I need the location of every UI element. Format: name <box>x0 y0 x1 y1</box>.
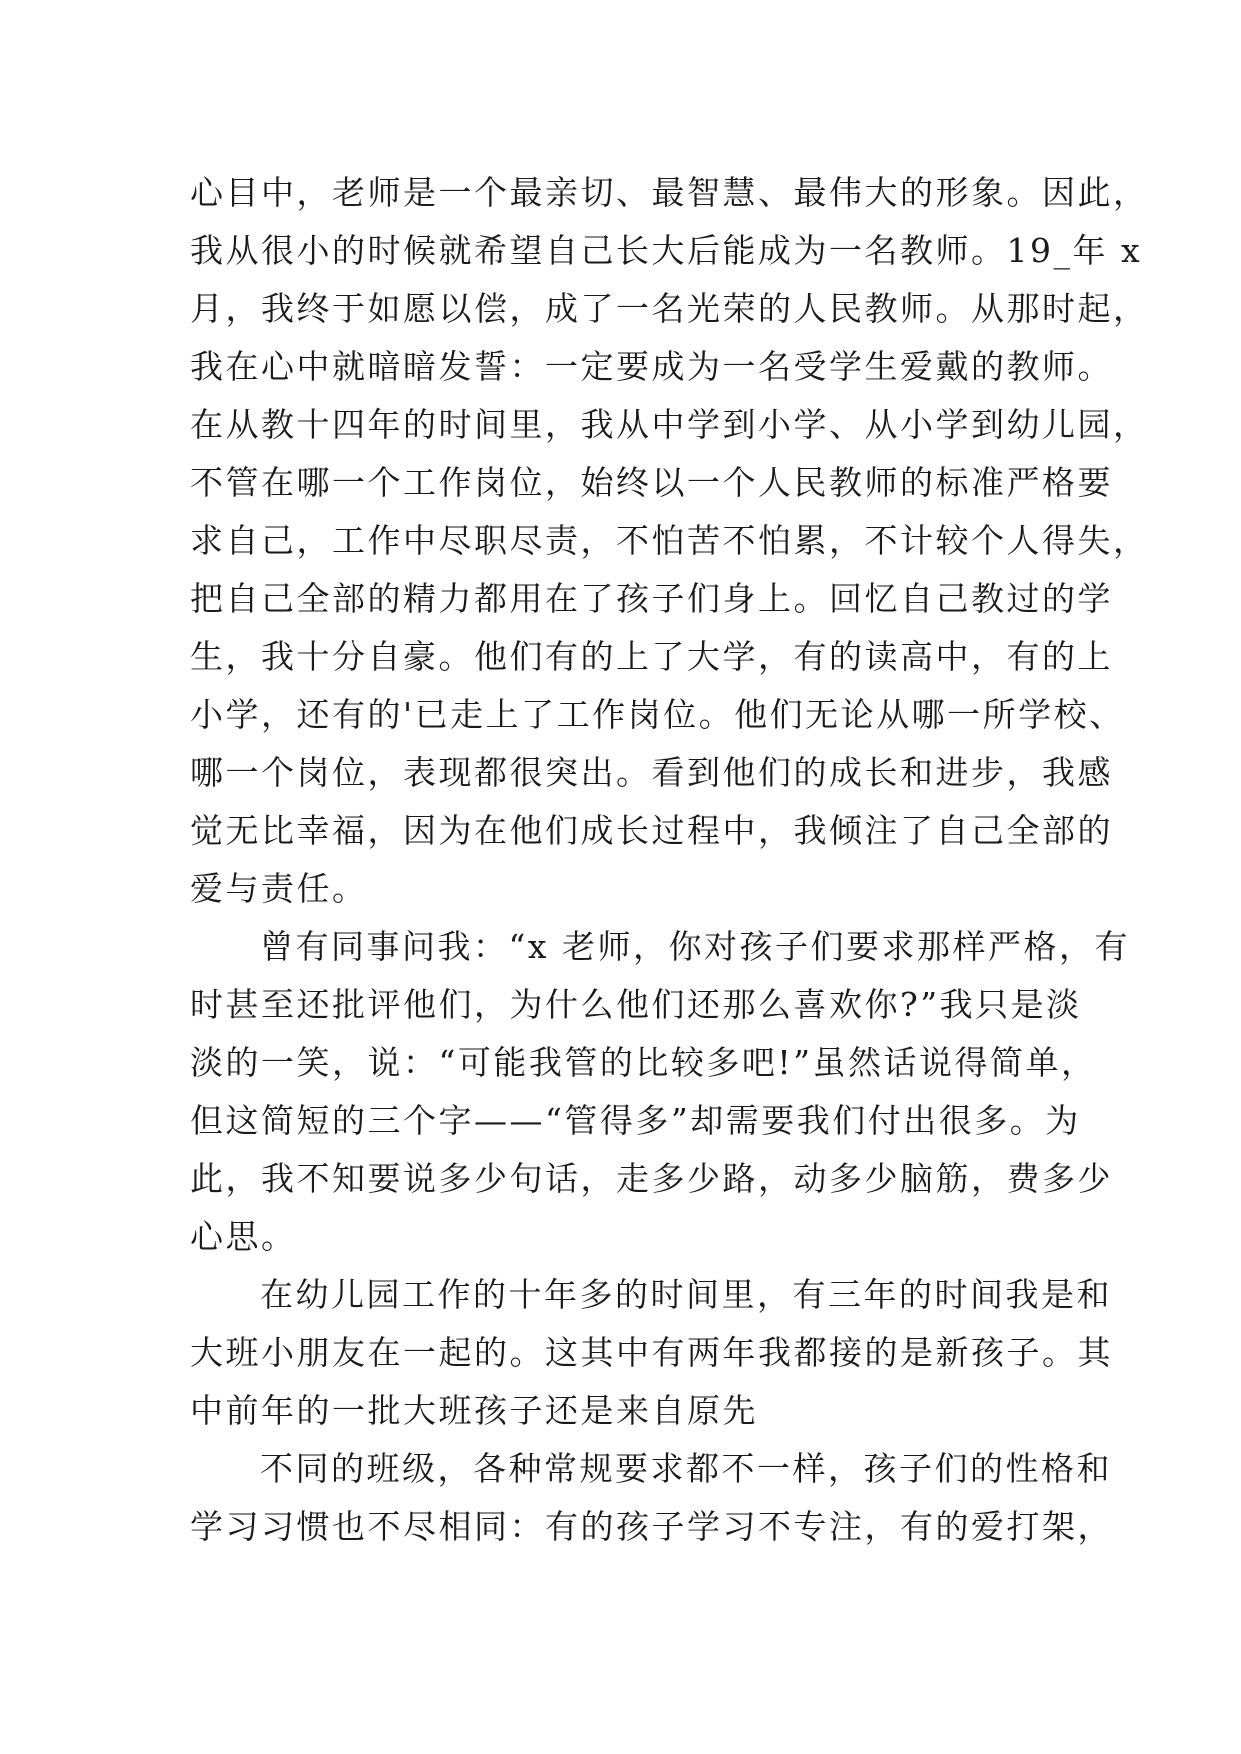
paragraph-start-line: 不同的班级，各种常规要求都不一样，孩子们的性格和 <box>260 1449 1112 1488</box>
paragraph-start-line: 在幼儿园工作的十年多的时间里，有三年的时间我是和 <box>260 1275 1112 1314</box>
document-body <box>190 164 1149 1556</box>
text-line: 但这简短的三个字——“管得多”却需要我们付出很多。为 <box>190 1101 1081 1140</box>
text-line: 不管在哪一个工作岗位，始终以一个人民教师的标准严格要 <box>190 463 1113 502</box>
text-line: 此，我不知要说多少句话，走多少路，动多少脑筋，费多少 <box>190 1159 1113 1198</box>
text-line: 学习习惯也不尽相同：有的孩子学习不专注，有的爱打架， <box>190 1507 1113 1546</box>
text-line: 淡的一笑，说：“可能我管的比较多吧!”虽然话说得简单， <box>190 1043 1097 1082</box>
text-line: 小学，还有的'已走上了工作岗位。他们无论从哪一所学校、 <box>190 695 1125 734</box>
text-line: 我从很小的时候就希望自己长大后能成为一名教师。19_年 x <box>190 231 1143 270</box>
text-line: 时甚至还批评他们，为什么他们还那么喜欢你?”我只是淡 <box>190 985 1082 1024</box>
text-line: 心目中，老师是一个最亲切、最智慧、最伟大的形象。因此， <box>190 173 1149 212</box>
text-line: 爱与责任。 <box>190 869 368 908</box>
text-line: 把自己全部的精力都用在了孩子们身上。回忆自己教过的学 <box>190 579 1113 618</box>
text-line: 月，我终于如愿以偿，成了一名光荣的人民教师。从那时起， <box>190 289 1149 328</box>
text-line: 心思。 <box>190 1217 297 1256</box>
text-line: 生，我十分自豪。他们有的上了大学，有的读高中，有的上 <box>190 637 1113 676</box>
text-line: 中前年的一批大班孩子还是来自原先 <box>190 1391 758 1430</box>
text-line: 大班小朋友在一起的。这其中有两年我都接的是新孩子。其 <box>190 1333 1113 1372</box>
text-line: 在从教十四年的时间里，我从中学到小学、从小学到幼儿园， <box>190 405 1149 444</box>
text-line: 求自己，工作中尽职尽责，不怕苦不怕累，不计较个人得失， <box>190 521 1149 560</box>
text-line: 我在心中就暗暗发誓：一定要成为一名受学生爱戴的教师。 <box>190 347 1113 386</box>
text-line: 觉无比幸福，因为在他们成长过程中，我倾注了自己全部的 <box>190 811 1113 850</box>
text-line: 哪一个岗位，表现都很突出。看到他们的成长和进步，我感 <box>190 753 1113 792</box>
paragraph-start-line: 曾有同事问我：“x 老师，你对孩子们要求那样严格，有 <box>260 927 1130 966</box>
